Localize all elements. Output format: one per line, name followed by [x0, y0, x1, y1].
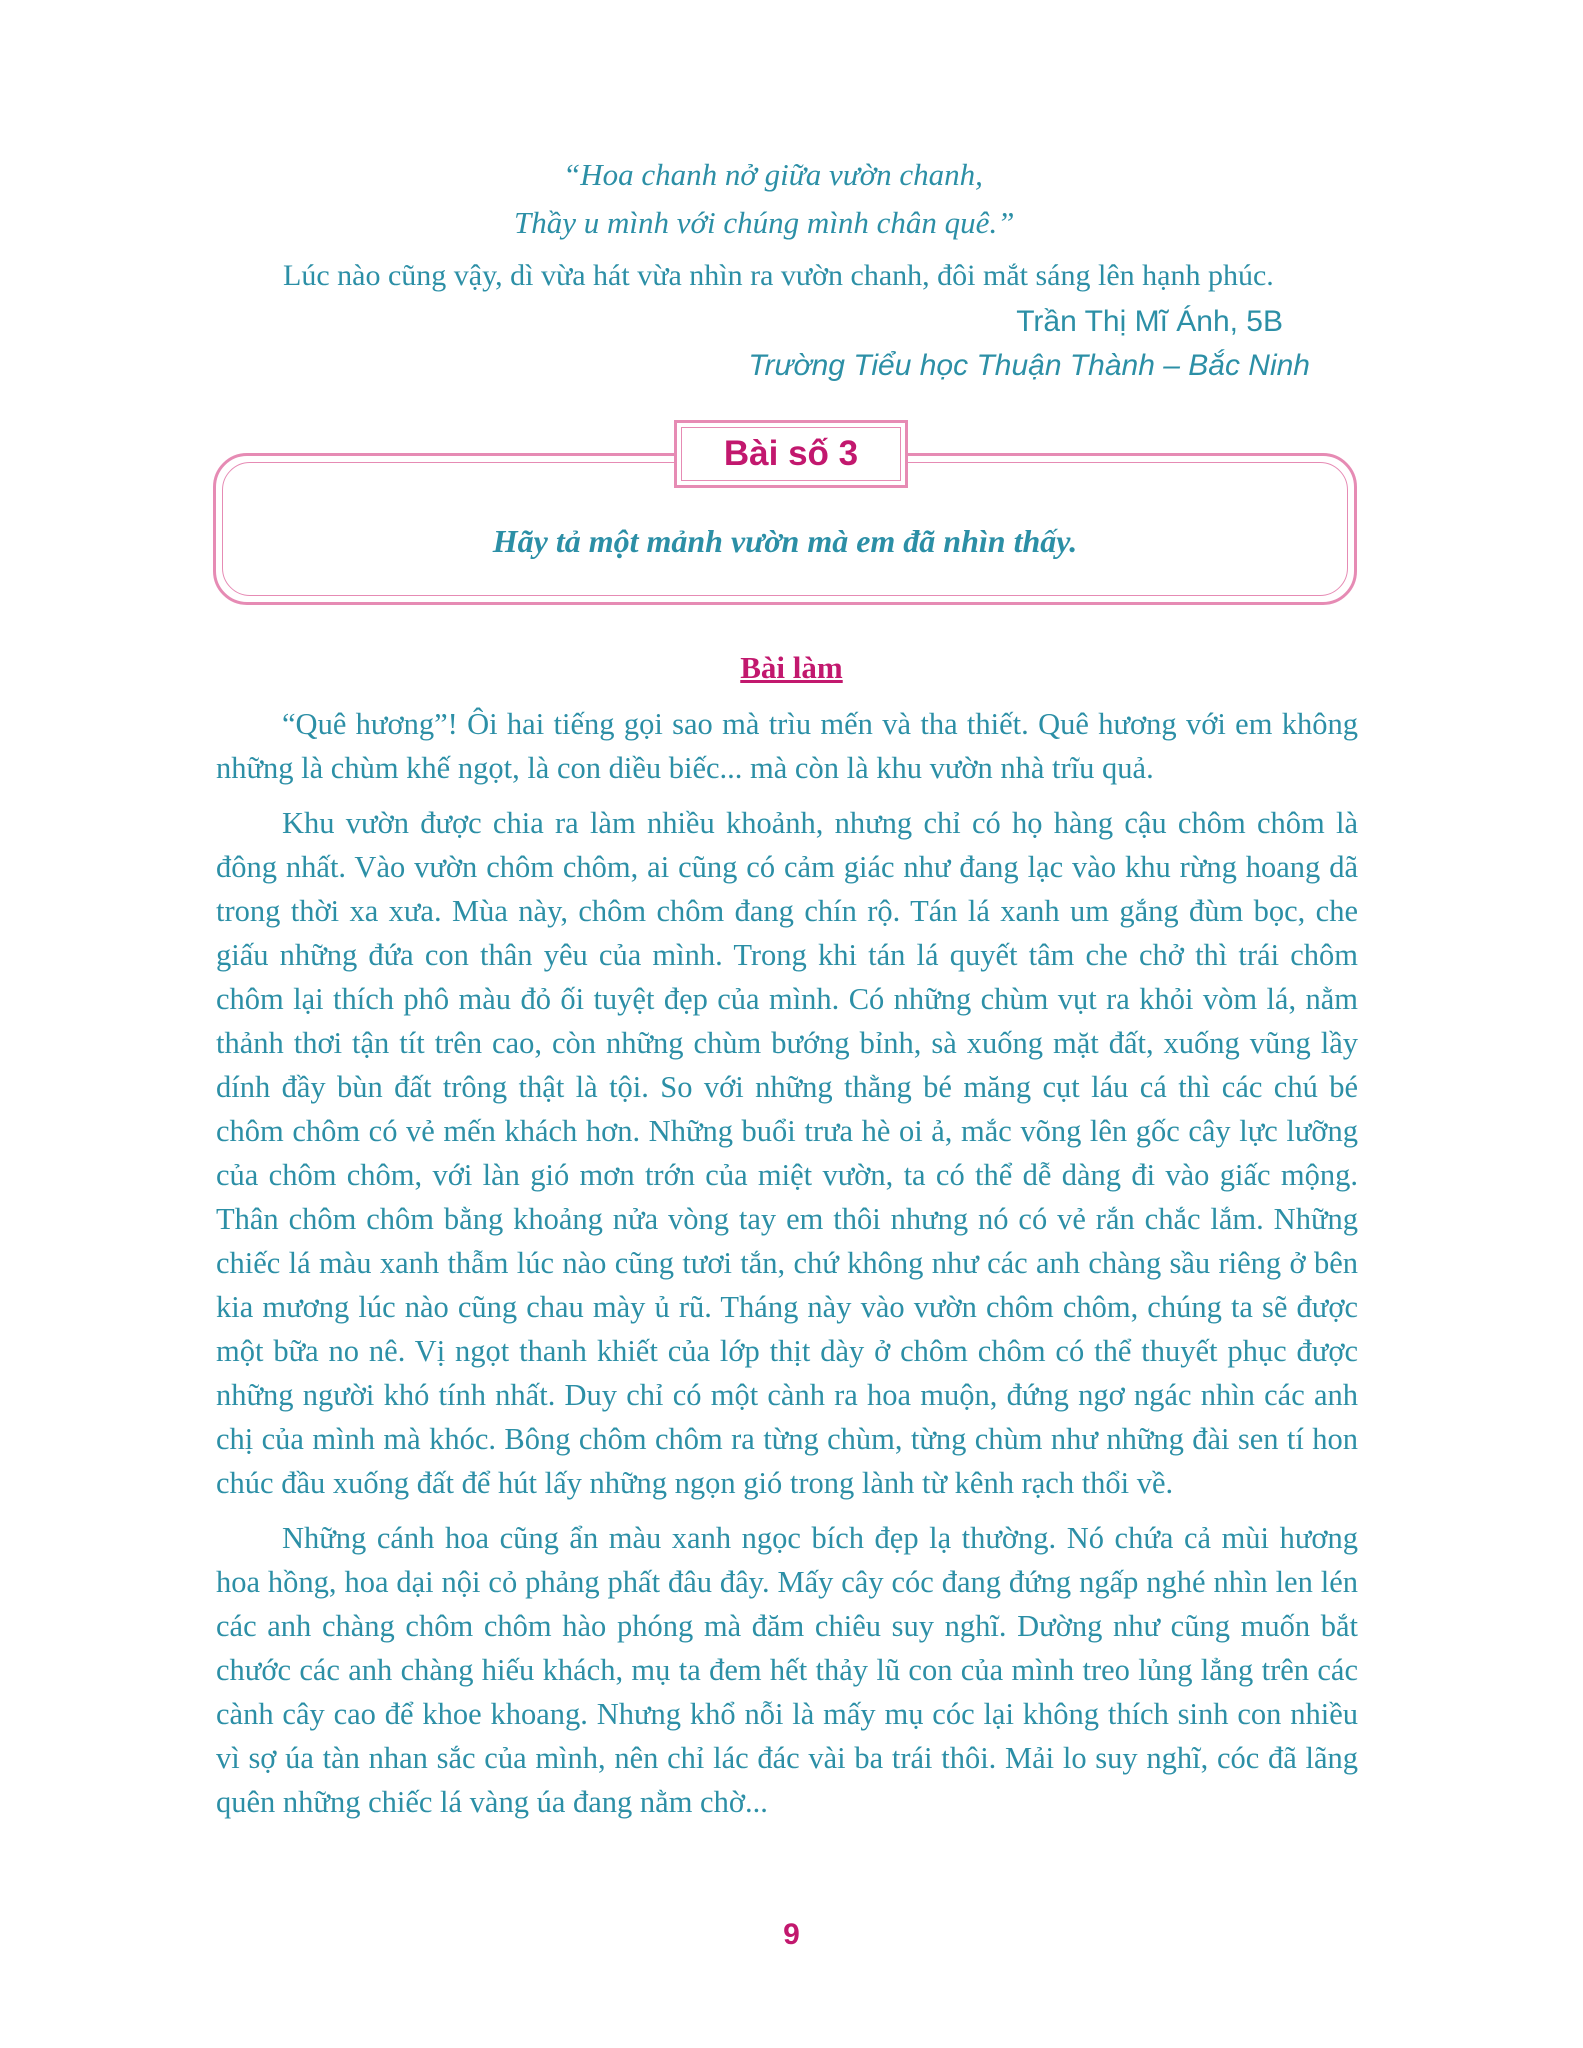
exercise-title-badge — [674, 420, 908, 488]
poem-closing-sentence: Lúc nào cũng vậy, dì vừa hát vừa nhìn ra vườn chanh, đôi mắt sáng lên hạnh phúc. — [283, 259, 1274, 292]
answer-body — [216, 702, 1358, 1835]
page-number: 9 — [783, 1918, 800, 1951]
author-name: Trần Thị Mĩ Ánh, 5B — [1016, 305, 1283, 338]
answer-heading: Bài làm — [740, 650, 843, 685]
exercise-title: Bài số 3 — [681, 427, 901, 481]
answer-paragraph: “Quê hương”! Ôi hai tiếng gọi sao mà trìu mến và tha thiết. Quê hương với em không những là chùm khế ngọt, là con diều biếc... mà còn là khu vườn nhà trĩu quả. — [216, 707, 1358, 785]
answer-paragraph: Những cánh hoa cũng ẩn màu xanh ngọc bích đẹp lạ thường. Nó chứa cả mùi hương hoa hồng, hoa dại nội cỏ phảng phất đâu đây. Mấy cây cóc đang đứng ngấp nghé nhìn len lén các anh chàng chôm chôm hào phóng mà đăm chiêu suy nghĩ. Dường như cũng muốn bắt chước các anh chàng hiếu khách, mụ ta đem hết thảy lũ con của mình treo lủng lẳng trên các cành cây cao để khoe khoang. Nhưng khổ nỗi là mấy mụ cóc lại không thích sinh con nhiều vì sợ úa tàn nhan sắc của mình, nên chỉ lác đác vài ba trái thôi. Mải lo suy nghĩ, cóc đã lãng quên những chiếc lá vàng úa đang nằm chờ... — [216, 1521, 1358, 1819]
exercise-prompt: Hãy tả một mảnh vườn mà em đã nhìn thấy. — [492, 523, 1078, 559]
school-name: Trường Tiểu học Thuận Thành – Bắc Ninh — [748, 349, 1310, 382]
answer-paragraph: Khu vườn được chia ra làm nhiều khoảnh, nhưng chỉ có họ hàng cậu chôm chôm là đông nhất. Vào vườn chôm chôm, ai cũng có cảm giác như đang lạc vào khu rừng hoang dã trong thời xa xưa. Mùa này, chôm chôm đang chín rộ. Tán lá xanh um gắng đùm bọc, che giấu những đứa con thân yêu của mình. Trong khi tán lá quyết tâm che chở thì trái chôm chôm lại thích phô màu đỏ ối tuyệt đẹp của mình. Có những chùm vụt ra khỏi vòm lá, nằm thảnh thơi tận tít trên cao, còn những chùm bướng bỉnh, sà xuống mặt đất, xuống vũng lầy dính đầy bùn đất trông thật là tội. So với những thằng bé măng cụt láu cá thì các chú bé chôm chôm có vẻ mến khách hơn. Những buổi trưa hè oi ả, mắc võng lên gốc cây lực lưỡng của chôm chôm, với làn gió mơn trớn của miệt vườn, ta có thể dễ dàng đi vào giấc mộng. Thân chôm chôm bằng khoảng nửa vòng tay em thôi nhưng nó có vẻ rắn chắc lắm. Những chiếc lá màu xanh thẫm lúc nào cũng tươi tắn, chứ không như các anh chàng sầu riêng ở bên kia mương lúc nào cũng chau mày ủ rũ. Tháng này vào vườn chôm chôm, chúng ta sẽ được một bữa no nê. Vị ngọt thanh khiết của lớp thịt dày ở chôm chôm có thể thuyết phục được những người khó tính nhất. Duy chỉ có một cành ra hoa muộn, đứng ngơ ngác nhìn các anh chị của mình mà khóc. Bông chôm chôm ra từng chùm, từng chùm như những đài sen tí hon chúc đầu xuống đất để hút lấy những ngọn gió trong lành từ kênh rạch thổi về. — [216, 806, 1358, 1500]
poem-line-2: Thầy u mình với chúng mình chân quê.” — [514, 205, 1015, 240]
poem-line-1: “Hoa chanh nở giữa vườn chanh, — [563, 157, 983, 192]
